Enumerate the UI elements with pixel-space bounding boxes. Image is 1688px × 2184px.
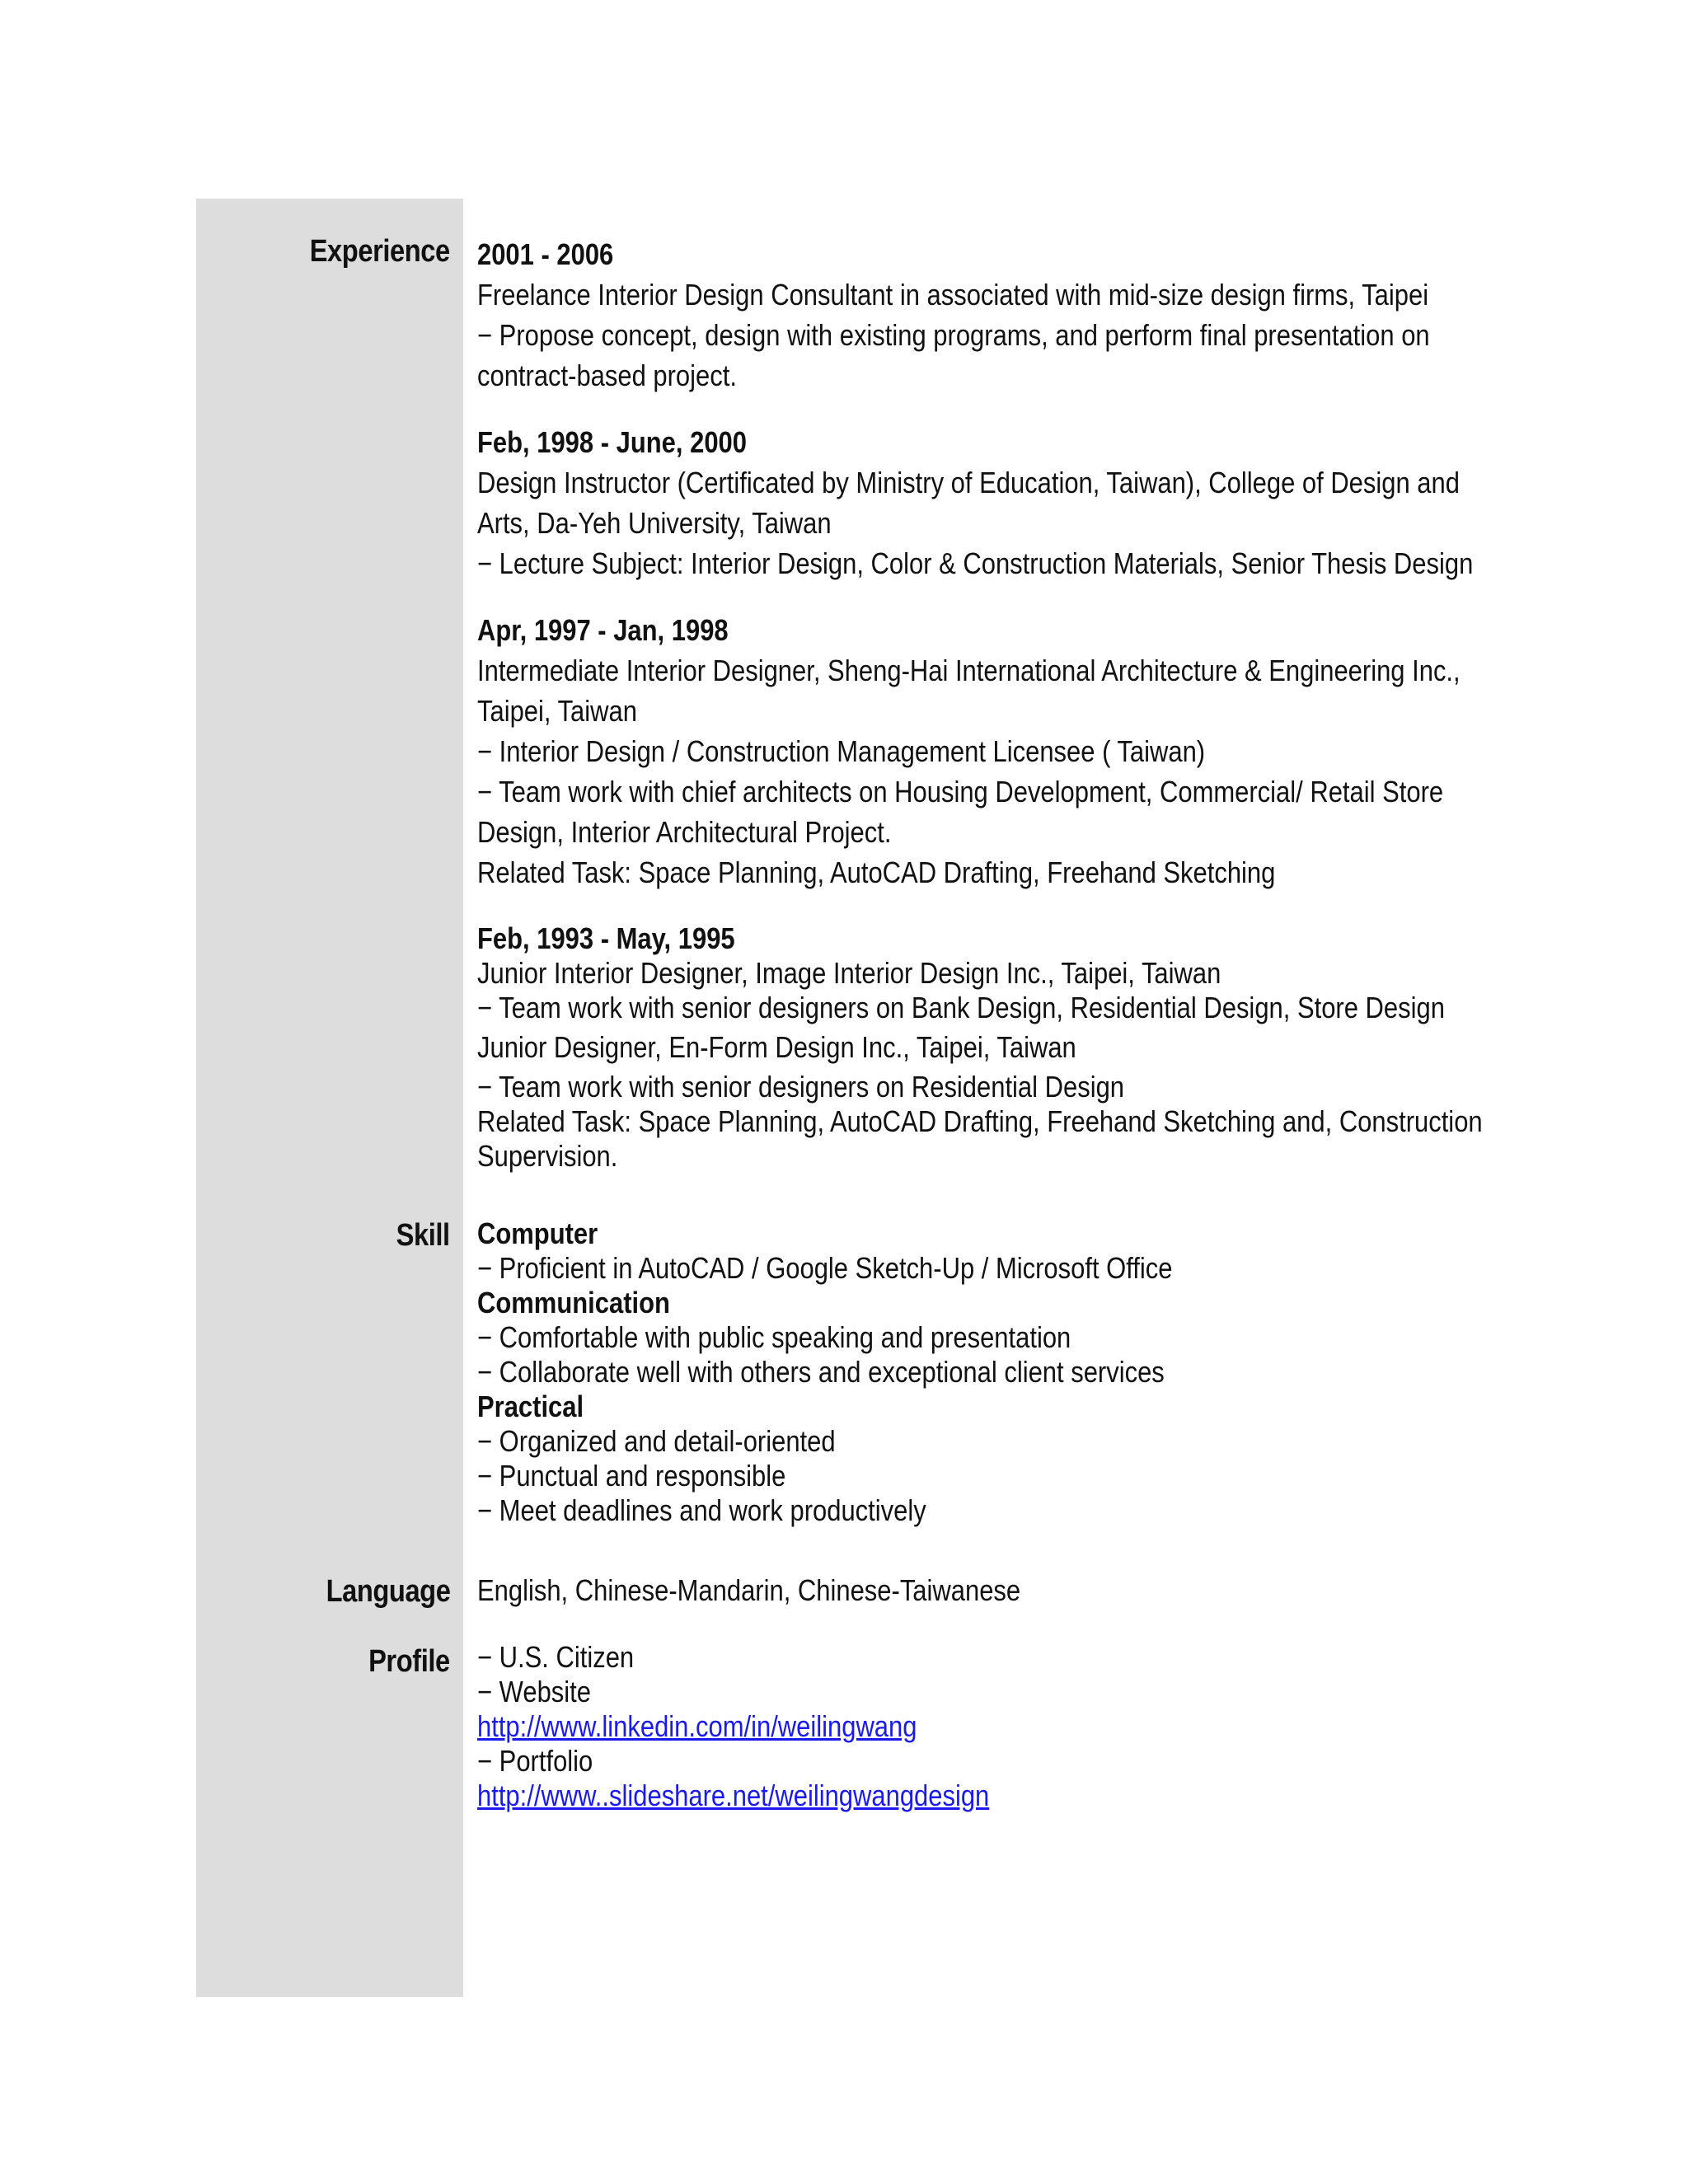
entry-line: Junior Designer, En-Form Design Inc., Taipei, Taiwan: [477, 1030, 1076, 1064]
entry-line: − Team work with chief architects on Housing Development, Commercial/ Retail Store: [477, 775, 1444, 808]
skill-item: − Collaborate well with others and exceptional client services: [477, 1355, 1165, 1389]
language-value: English, Chinese-Mandarin, Chinese-Taiwanese: [477, 1573, 1021, 1607]
entry-date: 2001 - 2006: [477, 237, 614, 271]
slideshare-link[interactable]: http://www..slideshare.net/weilingwangdesign: [477, 1779, 990, 1812]
experience-entry-4: [477, 921, 1483, 1174]
entry-date: Feb, 1998 - June, 2000: [477, 425, 747, 459]
entry-line: Junior Interior Designer, Image Interior Design Inc., Taipei, Taiwan: [477, 956, 1221, 990]
experience-entry-1: [477, 234, 1442, 396]
experience-entry-3: [477, 610, 1461, 893]
linkedin-link[interactable]: http://www.linkedin.com/in/weilingwang: [477, 1709, 917, 1743]
skill-item: − Punctual and responsible: [477, 1459, 786, 1493]
entry-line: − Propose concept, design with existing programs, and perform final presentation on: [477, 318, 1430, 352]
skill-item: − Proficient in AutoCAD / Google Sketch-Up / Microsoft Office: [477, 1251, 1173, 1285]
skill-label: Skill: [396, 1218, 450, 1253]
language-text: [477, 1570, 1442, 1610]
experience-entry-2: [477, 422, 1474, 583]
experience-label: Experience: [309, 234, 450, 269]
entry-line: Arts, Da-Yeh University, Taiwan: [477, 506, 832, 540]
profile-portfolio-label: − Portfolio: [477, 1744, 593, 1778]
entry-line: Design Instructor (Certificated by Ministry of Education, Taiwan), College of Design and: [477, 466, 1460, 499]
entry-line: Related Task: Space Planning, AutoCAD Drafting, Freehand Sketching: [477, 855, 1276, 889]
entry-line: contract-based project.: [477, 359, 737, 392]
profile-list: [477, 1640, 1442, 1813]
language-label: Language: [326, 1574, 450, 1609]
profile-website-label: − Website: [477, 1675, 591, 1708]
skill-group-heading: Communication: [477, 1286, 670, 1319]
skill-item: − Organized and detail-oriented: [477, 1424, 836, 1458]
profile-label: Profile: [368, 1644, 450, 1679]
skill-item: − Meet deadlines and work productively: [477, 1493, 926, 1527]
entry-line: − Team work with senior designers on Bank Design, Residential Design, Store Design: [477, 991, 1445, 1024]
skill-list: [477, 1216, 1442, 1528]
entry-line: Design, Interior Architectural Project.: [477, 815, 892, 849]
entry-line: Intermediate Interior Designer, Sheng-Hai International Architecture & Engineering Inc.,: [477, 654, 1461, 687]
entry-line: Taipei, Taiwan: [477, 694, 637, 728]
sidebar-background: [196, 199, 463, 1997]
entry-line: Supervision.: [477, 1139, 618, 1173]
entry-date: Apr, 1997 - Jan, 1998: [477, 613, 729, 647]
entry-line: − Lecture Subject: Interior Design, Color & Construction Materials, Senior Thesis Design: [477, 546, 1474, 580]
skill-group-heading: Computer: [477, 1216, 598, 1250]
entry-line: Freelance Interior Design Consultant in associated with mid-size design firms, Taipei: [477, 278, 1429, 312]
profile-citizen: − U.S. Citizen: [477, 1640, 635, 1674]
entry-line: − Team work with senior designers on Residential Design: [477, 1070, 1125, 1104]
entry-line: Related Task: Space Planning, AutoCAD Drafting, Freehand Sketching and, Construction: [477, 1104, 1483, 1138]
entry-date: Feb, 1993 - May, 1995: [477, 921, 735, 955]
skill-group-heading: Practical: [477, 1390, 584, 1423]
skill-item: − Comfortable with public speaking and presentation: [477, 1320, 1071, 1354]
entry-line: − Interior Design / Construction Management Licensee ( Taiwan): [477, 734, 1206, 768]
